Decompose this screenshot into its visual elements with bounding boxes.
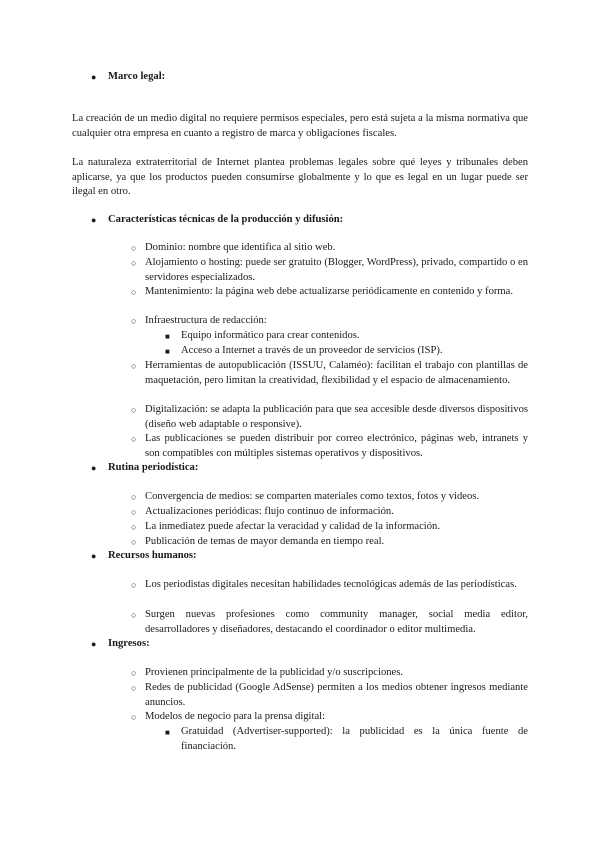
bullet-icon: ●: [91, 215, 97, 225]
list-item: Convergencia de medios: se comparten materiales como textos, fotos y videos.: [145, 491, 480, 502]
list-item: Actualizaciones periódicas: flujo continuo de información.: [145, 506, 394, 517]
square-bullet-icon: ■: [165, 347, 170, 356]
section-heading-ingresos: Ingresos:: [108, 638, 150, 649]
bullet-icon: ●: [91, 639, 97, 649]
circle-bullet-icon: ○: [131, 361, 137, 371]
list-item: Dominio: nombre que identifica al sitio web.: [145, 242, 336, 253]
circle-bullet-icon: ○: [131, 434, 137, 444]
list-item: Alojamiento o hosting: puede ser gratuito (Blogger, WordPress), privado, compartido o en servidores especializados.: [145, 257, 528, 283]
bullet-icon: ●: [91, 463, 97, 473]
list-item: Las publicaciones se pueden distribuir por correo electrónico, páginas web, intranets y son compatibles con múltiples sistemas operativos y dispositivos.: [145, 433, 528, 459]
circle-bullet-icon: ○: [131, 683, 137, 693]
section-heading-caracteristicas: Características técnicas de la producción y difusión:: [108, 214, 344, 225]
list-item: Digitalización: se adapta la publicación para que sea accesible desde diversos dispositivos (diseño web adaptable o responsive).: [145, 404, 528, 430]
square-bullet-icon: ■: [165, 332, 170, 341]
list-item: Modelos de negocio para la prensa digital:: [145, 711, 326, 722]
list-item: Mantenimiento: la página web debe actualizarse periódicamente en contenido y forma.: [145, 286, 513, 297]
section-heading-marco-legal: Marco legal:: [108, 71, 166, 82]
sub-list-item: Acceso a Internet a través de un proveedor de servicios (ISP).: [181, 345, 443, 356]
list-item: Surgen nuevas profesiones como community manager, social media editor, desarrolladores y diseñadores, destacando el coordinador o editor multimedia.: [145, 609, 528, 635]
circle-bullet-icon: ○: [131, 507, 137, 517]
circle-bullet-icon: ○: [131, 258, 137, 268]
square-bullet-icon: ■: [165, 728, 170, 737]
list-item: Los periodistas digitales necesitan habilidades tecnológicas además de las periodísticas.: [145, 579, 517, 590]
circle-bullet-icon: ○: [131, 712, 137, 722]
circle-bullet-icon: ○: [131, 668, 137, 678]
circle-bullet-icon: ○: [131, 610, 137, 620]
circle-bullet-icon: ○: [131, 243, 137, 253]
circle-bullet-icon: ○: [131, 287, 137, 297]
circle-bullet-icon: ○: [131, 492, 137, 502]
bullet-icon: ●: [91, 72, 97, 82]
bullet-icon: ●: [91, 551, 97, 561]
list-item: Redes de publicidad (Google AdSense) permiten a los medios obtener ingresos mediante anuncios.: [145, 682, 528, 708]
list-item: La inmediatez puede afectar la veracidad y calidad de la información.: [145, 521, 440, 532]
list-item: Infraestructura de redacción:: [145, 315, 267, 326]
circle-bullet-icon: ○: [131, 522, 137, 532]
list-item: Provienen principalmente de la publicidad y/o suscripciones.: [145, 667, 404, 678]
sub-list-item: Equipo informático para crear contenidos.: [181, 330, 360, 341]
circle-bullet-icon: ○: [131, 580, 137, 590]
section-heading-recursos: Recursos humanos:: [108, 550, 197, 561]
circle-bullet-icon: ○: [131, 405, 137, 415]
list-item: Publicación de temas de mayor demanda en tiempo real.: [145, 536, 385, 547]
sub-list-item: Gratuidad (Advertiser-supported): la publicidad es la única fuente de financiación.: [181, 726, 528, 752]
circle-bullet-icon: ○: [131, 316, 137, 326]
paragraph: La naturaleza extraterritorial de Internet plantea problemas legales sobre qué leyes y tribunales deben aplicarse, ya que los productos pueden consumirse globalmente y lo que es legal en un lugar puede ser ilegal en otro.: [72, 157, 528, 198]
paragraph: La creación de un medio digital no requiere permisos especiales, pero está sujeta a la misma normativa que cualquier otra empresa en cuanto a registro de marca y obligaciones fiscales.: [72, 113, 528, 139]
section-heading-rutina: Rutina periodística:: [108, 462, 199, 473]
list-item: Herramientas de autopublicación (ISSUU, Calaméo): facilitan el trabajo con plantillas de maquetación, pero limitan la creatividad, flexibilidad y el espacio de almacenamiento.: [145, 360, 528, 386]
circle-bullet-icon: ○: [131, 537, 137, 547]
